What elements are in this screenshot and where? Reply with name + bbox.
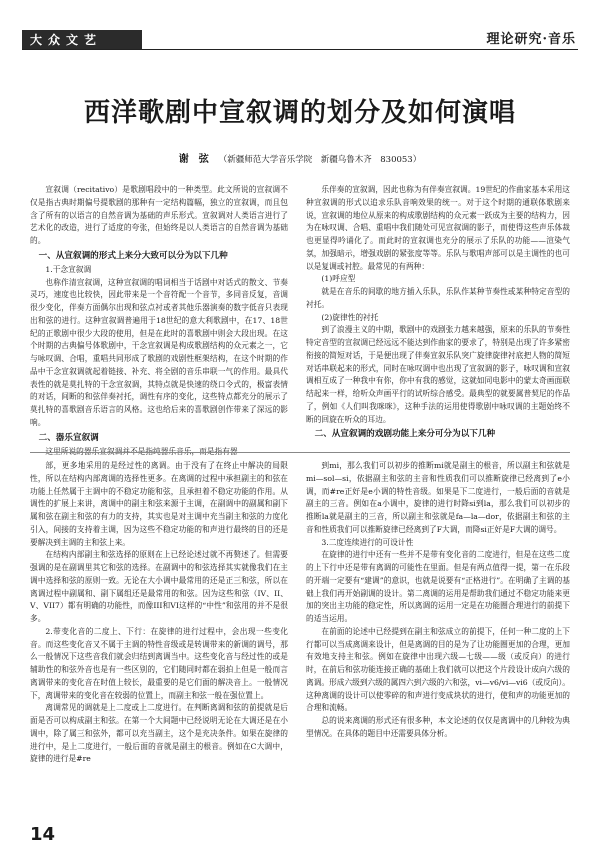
paragraph: 在旋律的进行中还有一些并不是带有变化音的二度进行，但是在这些二度的上下行中还是带有离调的可能性在里面。但是有两点值得一提，第一在乐段的开端一定要有“建调”的意识，也就是说要有“正格进行”。在明确了主调的基础上我们再开始副调的设计。第二离调的运用是帮助我们通过不稳定功能来更加的突出主功能的稳定性，所以离调的运用一定是在功能圈合理进行的前提下的适当运用。 — [306, 550, 570, 623]
byline — [0, 150, 600, 165]
subsection-heading: (2)旋律性的衬托 — [321, 312, 379, 322]
subsection-heading: 1.干念宣叙调 — [45, 264, 92, 274]
header-rule — [22, 49, 578, 50]
paragraph: 离调常见的调就是上二度或上二度进行。在判断离调和弦的前提就是后面是否可以构成副主和弦。在第一个大间题中已经说明无论在大调还是在小调中，除了属三和弦外，都可以充当副主，这个是充决条件。如果在旋律的进行中，是上二度进行，一般后面的音就是副主的根音。例如在C大调中，旋律的进行是#re — [30, 703, 288, 764]
column-top-left — [30, 184, 288, 458]
section-heading: 二、从宣叙调的戏剧功能上来分可分为以下几种 — [314, 429, 496, 440]
article-title: 西洋歌剧中宣叙调的划分及如何演唱 — [83, 98, 516, 128]
paragraph: 部，更多地采用的是经过性的离调。由于没有了在终止中解决的局限性，所以在结构内部离调的选择性更多。在离调的过程中承担副主的和弦在功能上任然属于主调中的不稳定功能和弦，且承担着不稳定功能的作用。从调性的扩展上来讲，离调中的副主和弦来源于主调，在副调中的副属和副下属和弦在副主和弦的有力的支持，其实也是对主调中充当副主和弦的力度化引入，间接的支持着主调，因为这些不稳定功能的和声进行最终的目的还是要解决到主调的主和弦上来。 — [30, 461, 288, 547]
paragraph: 乐伴奏的宣叙调，因此也称为有伴奏宣叙调。19世纪的作曲家基本采用这种宣叙调的形式以追求乐队音响效果的统一。对于这个时期的通联体歌剧来说，宣叙调的地位从原来的构成歌剧结构的众元素一跃成为主要的结构力，因为在咏叹调、合唱、重唱中我们随处可见宣叙调的影子，而使得这些声乐体裁也更显得吟诵化了。而此时的宣叙调也充分的展示了乐队的功能——渲染气氛，加强暗示，增强戏剧的紧张度等等。乐队与歌唱声部可以是主调性的也可以是复调或衬腔。最常见的有两种： — [306, 185, 570, 271]
section-heading: 二、器乐宣叙调 — [38, 432, 99, 443]
paragraph: 总的说来离调的形式还有很多种，本文论述的仅仅是离调中的几种较为典型情况。在具体的题目中还需要具体分析。 — [306, 716, 570, 738]
subsection-heading: 3.二度连续进行的可设计性 — [321, 537, 414, 547]
subsection-heading: (1)呼应型 — [321, 274, 356, 284]
section-label-right: 理论研究·音乐 — [486, 32, 576, 47]
author-name: 谢 弦 — [178, 154, 209, 165]
section-heading: 一、从宣叙调的形式上来分大致可以分为以下几种 — [38, 250, 228, 261]
paragraph: 2.带变化音的二度上、下行：在旋律的进行过程中，会出现一些变化音。而这些变化音又不属于主调的特性音级或是转调带来的新调的调号，那么一般情况下这些音我们就会归结到离调当中。这些变化音与经过性的或是辅助性的和弦外音也是有一些区别的，它们随同时都在弱拍上但是一般而言离调带来的变化音在时值上较长，最重要的是它们面的解决音上。一般情况下，离调带来的变化音在较弱的位置上，而副主和弦一般在强位置上。 — [30, 626, 288, 700]
column-bottom-right — [306, 460, 570, 741]
paragraph: 这里所说的器乐宣叙调并不是指纯器乐音乐，而是指有器 — [45, 446, 238, 456]
author-affiliation: （新疆师范大学音乐学院 新疆乌鲁木齐 830053） — [218, 155, 422, 165]
page-number: 14 — [30, 824, 56, 845]
paragraph: 就是在音乐的间歇的地方插入乐队，乐队作某种节奏性或某种特定音型的衬托。 — [306, 287, 570, 309]
paragraph: 到mi，那么我们可以初步的推断mi就是副主的根音，所以副主和弦就是mi—sol—si，依据副主和弦的主音和性质我们可以推断旋律已经离到了e小调，而#re正好是e小调的特性音级。如果是下二度进行，一般后面的音就是副主的三音。例如在a小调中，旋律的进行时降si到la，那么我们可以初步的推断la就是副主的三音，所以副主和弦就是fa—la—dor，依据副主和弦的主音和性质我们可以推断旋律已经离到了F大调，而降si正好是F大调的调号。 — [306, 461, 570, 534]
paragraph: 宣叙调（recitativo）是歌剧唱段中的一种类型。此文所说的宣叙调不仅是指古典时期偏号提歌剧的那种有一定结构篇幅，独立的宣叙调，而且包含了所有的以语言的自然音调为基础的声乐形式。宣叙调对人类语言进行了艺术化的改造，进行了适度的夸张，但始终是以人类语言的自然音调为基础的。 — [30, 185, 288, 245]
paragraph: 到了浪漫主义的中期，歌剧中的戏剧张力越来越强，原来的乐队的节奏性特定音型的宣叙调已经远远不能达到作曲家的要求了，特别是出现了许多紧密衔接的简短对话，于是便出现了伴奏宣叙乐队突广旋律旋律衬底把人物的简短对话串联起来的形式，同时在咏叹调中也出现了宣叙调的影子，咏叹调和宣叙调相互成了一种我中有你，你中有我的感觉，这就如同电影中的蒙太奇画面联结起来一样，给听众声画平行的试听综合感受。最典型的就要属普契尼的作品了，例如《人们叫我咪咪》，这种手法的运用使得歌剧中咏叹调的主题始终不断的回旋在听众的耳边。 — [306, 325, 570, 424]
paragraph: 也称作清宣叙调，这种宣叙调的唱词相当于话剧中对话式的散文、节奏灵巧，速度也比较快，因此带来是一个音符配一个音节，多同音反复，音调很少变化，伴奏方面偶尔出现和弦点衬或者其他乐器演奏的数字低音只表现出和弦的进行。这种宣叙调普遍用于18世纪的意大利歌剧中，在17、18世纪的正歌剧中很少大段的使用，但是在此时的喜歌剧中则会大段出现。在这个时期的古典偏号体歌剧中，干念宣叙调是构成歌剧结构的众元素之一，它与咏叹调、合唱，重唱共同形成了歌剧的戏剧性框架结构，在这个时期的作品中干念宣叙调就起着链接、补充、将全剧的音乐串联一气的作用。最具代表性的就是莫扎特的干念宣叙调，其特点就是快速的绕口令式的，极富表情的对话，间断的和弦伴奏衬托，调性有序的变化，这些特点都充分的展示了莫扎特的喜歌剧音乐语言的风格。这也给后来的喜歌剧创作带来了深远的影响。 — [30, 277, 288, 427]
paragraph: 在结构内部副主和弦选择的原则在上已经论述过就不再赘述了。但需要强调的是在副调里其它和弦的选择。在副调中的和弦选择其实就像我们在主调中选择和弦的原则一致。无论在大小调中最常用的还是正三和弦，所以在离调过程中副属和、副下属组还是最常用的和弦。因为这些和弦（IV、II、V、VII7）都有明确的功能性，而像III和VI这样的“中性”和弦用的并不是很多。 — [30, 550, 288, 623]
section-divider — [30, 452, 570, 453]
section-label-left: 大众文艺 — [22, 30, 142, 50]
paragraph: 在前面的论述中已经提到在副主和弦成立的前提下，任何一种二度的上下行都可以当成离调来设计，但是离调的目的是为了让功能圈更加的合理，更加有效地支持主和弦。例如在旋律中出现六级—七级——级（或反向）的进行时，在前后和弦功能连接正确的基础上我们就可以把这个片段设计成向六级的离调。形成六级到六级的属四六到六级的六和弦，vi—v6/vi—vi6（或反向）。这种离调的设计可以使零碎的和声进行变成块状的进行，使和声的功能更加的合理和流畅。 — [306, 626, 570, 713]
column-top-right — [306, 184, 570, 442]
column-bottom-left — [30, 460, 288, 766]
